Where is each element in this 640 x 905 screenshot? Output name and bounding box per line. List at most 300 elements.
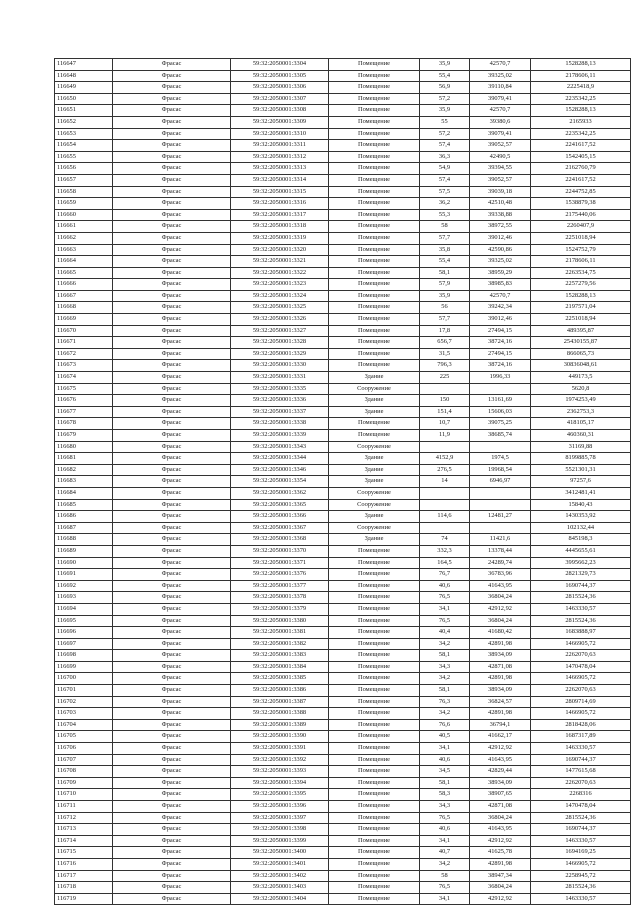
table-row (55, 383, 631, 395)
row-number-cell: 116648 (55, 70, 113, 82)
cadastral-value-cell: 2241617,52 (531, 140, 631, 152)
area-cell: 58,3 (420, 789, 470, 801)
row-number-cell: 116706 (55, 743, 113, 755)
cadastral-value-cell: 2257279,56 (531, 279, 631, 291)
unit-value-cell: 41643,95 (470, 824, 531, 836)
table-row (55, 882, 631, 894)
cadastral-value-cell: 1524752,79 (531, 244, 631, 256)
municipality-cell: Фрасаc (113, 337, 231, 349)
row-number-cell: 116701 (55, 685, 113, 697)
cadastral-number-cell: 59:32:2050001:3383 (231, 650, 329, 662)
area-cell: 55,4 (420, 256, 470, 268)
municipality-cell: Фрасаc (113, 708, 231, 720)
cadastral-number-cell: 59:32:2050001:3384 (231, 661, 329, 673)
municipality-cell: Фрасаc (113, 627, 231, 639)
cadastral-number-cell: 59:32:2050001:3365 (231, 499, 329, 511)
unit-value-cell: 39079,41 (470, 93, 531, 105)
municipality-cell: Фрасаc (113, 638, 231, 650)
unit-value-cell: 39052,57 (470, 140, 531, 152)
row-number-cell: 116702 (55, 696, 113, 708)
cadastral-value-cell: 3995662,23 (531, 557, 631, 569)
unit-value-cell: 39012,46 (470, 232, 531, 244)
municipality-cell: Фрасаc (113, 801, 231, 813)
row-number-cell: 116661 (55, 221, 113, 233)
area-cell: 57,7 (420, 314, 470, 326)
row-number-cell: 116655 (55, 151, 113, 163)
table-row (55, 232, 631, 244)
table-row (55, 337, 631, 349)
row-number-cell: 116672 (55, 348, 113, 360)
row-number-cell: 116663 (55, 244, 113, 256)
area-cell: 34,2 (420, 638, 470, 650)
municipality-cell: Фрасаc (113, 476, 231, 488)
table-row (55, 116, 631, 128)
area-cell: 14 (420, 476, 470, 488)
unit-value-cell: 6946,97 (470, 476, 531, 488)
unit-value-cell: 13378,44 (470, 545, 531, 557)
area-cell (420, 441, 470, 453)
cadastral-number-cell: 59:32:2050001:3337 (231, 406, 329, 418)
unit-value-cell: 36824,57 (470, 696, 531, 708)
unit-value-cell: 38907,65 (470, 789, 531, 801)
row-number-cell: 116681 (55, 453, 113, 465)
object-type-cell: Помещение (329, 801, 420, 813)
object-type-cell: Помещение (329, 302, 420, 314)
row-number-cell: 116712 (55, 812, 113, 824)
area-cell: 76,5 (420, 615, 470, 627)
municipality-cell: Фрасаc (113, 406, 231, 418)
cadastral-value-cell: 2260407,9 (531, 221, 631, 233)
table-row (55, 314, 631, 326)
area-cell: 76,7 (420, 569, 470, 581)
cadastral-value-cell: 2262070,63 (531, 685, 631, 697)
cadastral-value-cell: 2178606,11 (531, 256, 631, 268)
object-type-cell: Помещение (329, 267, 420, 279)
municipality-cell: Фрасаc (113, 522, 231, 534)
cadastral-number-cell: 59:32:2050001:3398 (231, 824, 329, 836)
table-row (55, 59, 631, 71)
municipality-cell: Фрасаc (113, 186, 231, 198)
object-type-cell: Сооружение (329, 383, 420, 395)
cadastral-value-cell: 2251018,94 (531, 314, 631, 326)
unit-value-cell: 36804,24 (470, 812, 531, 824)
cadastral-number-cell: 59:32:2050001:3309 (231, 116, 329, 128)
municipality-cell: Фрасаc (113, 882, 231, 894)
area-cell: 56,9 (420, 82, 470, 94)
table-row (55, 592, 631, 604)
cadastral-number-cell: 59:32:2050001:3316 (231, 198, 329, 210)
cadastral-value-cell: 2362753,3 (531, 406, 631, 418)
object-type-cell: Помещение (329, 337, 420, 349)
unit-value-cell (470, 487, 531, 499)
cadastral-value-cell: 2258945,72 (531, 870, 631, 882)
unit-value-cell: 38724,16 (470, 337, 531, 349)
object-type-cell: Сооружение (329, 522, 420, 534)
area-cell: 35,9 (420, 59, 470, 71)
cadastral-value-cell: 2241617,52 (531, 174, 631, 186)
cadastral-number-cell: 59:32:2050001:3396 (231, 801, 329, 813)
area-cell: 164,5 (420, 557, 470, 569)
unit-value-cell: 39338,88 (470, 209, 531, 221)
table-row (55, 325, 631, 337)
row-number-cell: 116708 (55, 766, 113, 778)
municipality-cell: Фрасаc (113, 82, 231, 94)
cadastral-number-cell: 59:32:2050001:3400 (231, 847, 329, 859)
table-row (55, 267, 631, 279)
object-type-cell: Помещение (329, 360, 420, 372)
area-cell: 40,4 (420, 627, 470, 639)
unit-value-cell: 42891,98 (470, 673, 531, 685)
area-cell: 57,9 (420, 279, 470, 291)
unit-value-cell: 27494,15 (470, 325, 531, 337)
cadastral-number-cell: 59:32:2050001:3386 (231, 685, 329, 697)
cadastral-number-cell: 59:32:2050001:3389 (231, 719, 329, 731)
cadastral-value-cell: 2262070,63 (531, 777, 631, 789)
cadastral-number-cell: 59:32:2050001:3397 (231, 812, 329, 824)
cadastral-number-cell: 59:32:2050001:3394 (231, 777, 329, 789)
cadastral-value-cell: 2815524,36 (531, 592, 631, 604)
unit-value-cell: 36783,96 (470, 569, 531, 581)
cadastral-number-cell: 59:32:2050001:3387 (231, 696, 329, 708)
cadastral-number-cell: 59:32:2050001:3368 (231, 534, 329, 546)
object-type-cell: Помещение (329, 418, 420, 430)
object-type-cell: Помещение (329, 870, 420, 882)
unit-value-cell: 39052,57 (470, 174, 531, 186)
cadastral-value-cell: 1463330,57 (531, 835, 631, 847)
area-cell: 34,2 (420, 858, 470, 870)
area-cell: 34,1 (420, 743, 470, 755)
cadastral-value-cell: 2263534,75 (531, 267, 631, 279)
row-number-cell: 116704 (55, 719, 113, 731)
table-row (55, 638, 631, 650)
object-type-cell: Помещение (329, 59, 420, 71)
object-type-cell: Помещение (329, 569, 420, 581)
row-number-cell: 116650 (55, 93, 113, 105)
unit-value-cell: 42490,5 (470, 151, 531, 163)
cadastral-number-cell: 59:32:2050001:3403 (231, 882, 329, 894)
row-number-cell: 116680 (55, 441, 113, 453)
municipality-cell: Фрасаc (113, 569, 231, 581)
cadastral-number-cell: 59:32:2050001:3393 (231, 766, 329, 778)
area-cell: 57,7 (420, 232, 470, 244)
area-cell: 76,3 (420, 696, 470, 708)
table-body (55, 59, 631, 905)
table-row (55, 858, 631, 870)
cadastral-number-cell: 59:32:2050001:3304 (231, 59, 329, 71)
property-registry-table (54, 58, 631, 905)
object-type-cell: Помещение (329, 232, 420, 244)
row-number-cell: 116711 (55, 801, 113, 813)
table-row (55, 545, 631, 557)
cadastral-number-cell: 59:32:2050001:3401 (231, 858, 329, 870)
object-type-cell: Помещение (329, 163, 420, 175)
table-row (55, 395, 631, 407)
row-number-cell: 116669 (55, 314, 113, 326)
cadastral-value-cell: 1463330,57 (531, 893, 631, 905)
object-type-cell: Помещение (329, 209, 420, 221)
unit-value-cell: 1974,5 (470, 453, 531, 465)
cadastral-value-cell: 1690744,37 (531, 754, 631, 766)
table-row (55, 511, 631, 523)
table-row (55, 893, 631, 905)
cadastral-value-cell: 1477615,68 (531, 766, 631, 778)
municipality-cell: Фрасаc (113, 93, 231, 105)
unit-value-cell: 41643,95 (470, 580, 531, 592)
area-cell: 35,9 (420, 105, 470, 117)
cadastral-number-cell: 59:32:2050001:3339 (231, 430, 329, 442)
municipality-cell: Фрасаc (113, 174, 231, 186)
table-row (55, 696, 631, 708)
cadastral-number-cell: 59:32:2050001:3321 (231, 256, 329, 268)
area-cell: 74 (420, 534, 470, 546)
cadastral-value-cell: 2821329,73 (531, 569, 631, 581)
unit-value-cell: 42891,98 (470, 638, 531, 650)
unit-value-cell: 42829,44 (470, 766, 531, 778)
area-cell: 17,8 (420, 325, 470, 337)
row-number-cell: 116696 (55, 627, 113, 639)
area-cell: 656,7 (420, 337, 470, 349)
municipality-cell: Фрасаc (113, 325, 231, 337)
cadastral-number-cell: 59:32:2050001:3381 (231, 627, 329, 639)
area-cell: 57,2 (420, 93, 470, 105)
cadastral-value-cell: 2815524,36 (531, 812, 631, 824)
municipality-cell: Фрасаc (113, 244, 231, 256)
row-number-cell: 116688 (55, 534, 113, 546)
row-number-cell: 116673 (55, 360, 113, 372)
unit-value-cell: 42570,7 (470, 59, 531, 71)
object-type-cell: Помещение (329, 789, 420, 801)
object-type-cell: Помещение (329, 847, 420, 859)
object-type-cell: Помещение (329, 256, 420, 268)
object-type-cell: Помещение (329, 325, 420, 337)
object-type-cell: Помещение (329, 824, 420, 836)
table-row (55, 372, 631, 384)
row-number-cell: 116685 (55, 499, 113, 511)
area-cell: 58,1 (420, 685, 470, 697)
unit-value-cell: 39079,41 (470, 128, 531, 140)
table-row (55, 731, 631, 743)
cadastral-value-cell: 2162760,79 (531, 163, 631, 175)
unit-value-cell: 42871,08 (470, 661, 531, 673)
cadastral-number-cell: 59:32:2050001:3370 (231, 545, 329, 557)
cadastral-number-cell: 59:32:2050001:3378 (231, 592, 329, 604)
area-cell: 76,5 (420, 592, 470, 604)
area-cell: 40,6 (420, 824, 470, 836)
area-cell: 225 (420, 372, 470, 384)
cadastral-number-cell: 59:32:2050001:3404 (231, 893, 329, 905)
object-type-cell: Помещение (329, 186, 420, 198)
unit-value-cell: 39380,6 (470, 116, 531, 128)
table-row (55, 580, 631, 592)
cadastral-number-cell: 59:32:2050001:3392 (231, 754, 329, 766)
municipality-cell: Фрасаc (113, 267, 231, 279)
area-cell: 55,4 (420, 70, 470, 82)
object-type-cell: Сооружение (329, 441, 420, 453)
object-type-cell: Помещение (329, 557, 420, 569)
cadastral-number-cell: 59:32:2050001:3382 (231, 638, 329, 650)
table-row (55, 557, 631, 569)
municipality-cell: Фрасаc (113, 847, 231, 859)
cadastral-number-cell: 59:32:2050001:3346 (231, 464, 329, 476)
municipality-cell: Фрасаc (113, 754, 231, 766)
cadastral-value-cell: 1463330,57 (531, 743, 631, 755)
unit-value-cell: 42871,08 (470, 801, 531, 813)
cadastral-value-cell: 1466905,72 (531, 638, 631, 650)
cadastral-number-cell: 59:32:2050001:3312 (231, 151, 329, 163)
cadastral-value-cell: 2225418,9 (531, 82, 631, 94)
cadastral-value-cell: 2815524,36 (531, 882, 631, 894)
row-number-cell: 116690 (55, 557, 113, 569)
cadastral-value-cell: 102132,44 (531, 522, 631, 534)
cadastral-number-cell: 59:32:2050001:3324 (231, 290, 329, 302)
area-cell: 40,7 (420, 847, 470, 859)
object-type-cell: Здание (329, 453, 420, 465)
table-row (55, 754, 631, 766)
area-cell (420, 487, 470, 499)
cadastral-value-cell: 1690744,37 (531, 824, 631, 836)
municipality-cell: Фрасаc (113, 893, 231, 905)
cadastral-number-cell: 59:32:2050001:3354 (231, 476, 329, 488)
row-number-cell: 116710 (55, 789, 113, 801)
table-row (55, 743, 631, 755)
cadastral-number-cell: 59:32:2050001:3322 (231, 267, 329, 279)
municipality-cell: Фрасаc (113, 290, 231, 302)
object-type-cell: Здание (329, 406, 420, 418)
row-number-cell: 116657 (55, 174, 113, 186)
cadastral-number-cell: 59:32:2050001:3388 (231, 708, 329, 720)
row-number-cell: 116697 (55, 638, 113, 650)
area-cell: 276,5 (420, 464, 470, 476)
table-row (55, 835, 631, 847)
municipality-cell: Фрасаc (113, 70, 231, 82)
municipality-cell: Фрасаc (113, 360, 231, 372)
area-cell: 57,2 (420, 128, 470, 140)
municipality-cell: Фрасаc (113, 232, 231, 244)
cadastral-number-cell: 59:32:2050001:3331 (231, 372, 329, 384)
object-type-cell: Помещение (329, 128, 420, 140)
municipality-cell: Фрасаc (113, 383, 231, 395)
cadastral-value-cell: 2251018,94 (531, 232, 631, 244)
cadastral-number-cell: 59:32:2050001:3330 (231, 360, 329, 372)
cadastral-number-cell: 59:32:2050001:3385 (231, 673, 329, 685)
object-type-cell: Помещение (329, 627, 420, 639)
cadastral-number-cell: 59:32:2050001:3380 (231, 615, 329, 627)
cadastral-number-cell: 59:32:2050001:3311 (231, 140, 329, 152)
unit-value-cell: 38724,16 (470, 360, 531, 372)
row-number-cell: 116718 (55, 882, 113, 894)
object-type-cell: Помещение (329, 116, 420, 128)
area-cell: 76,5 (420, 882, 470, 894)
municipality-cell: Фрасаc (113, 499, 231, 511)
table-row (55, 522, 631, 534)
unit-value-cell: 41625,78 (470, 847, 531, 859)
unit-value-cell: 38972,55 (470, 221, 531, 233)
cadastral-value-cell: 1683888,97 (531, 627, 631, 639)
row-number-cell: 116707 (55, 754, 113, 766)
municipality-cell: Фрасаc (113, 209, 231, 221)
municipality-cell: Фрасаc (113, 789, 231, 801)
unit-value-cell: 42912,92 (470, 835, 531, 847)
row-number-cell: 116709 (55, 777, 113, 789)
municipality-cell: Фрасаc (113, 487, 231, 499)
row-number-cell: 116713 (55, 824, 113, 836)
cadastral-number-cell: 59:32:2050001:3307 (231, 93, 329, 105)
table-row (55, 603, 631, 615)
unit-value-cell: 24289,74 (470, 557, 531, 569)
area-cell: 58,1 (420, 777, 470, 789)
municipality-cell: Фрасаc (113, 140, 231, 152)
object-type-cell: Помещение (329, 70, 420, 82)
municipality-cell: Фрасаc (113, 766, 231, 778)
cadastral-number-cell: 59:32:2050001:3320 (231, 244, 329, 256)
municipality-cell: Фрасаc (113, 673, 231, 685)
unit-value-cell: 41643,95 (470, 754, 531, 766)
object-type-cell: Помещение (329, 754, 420, 766)
cadastral-value-cell: 1687317,89 (531, 731, 631, 743)
table-row (55, 279, 631, 291)
table-row (55, 174, 631, 186)
cadastral-value-cell: 4445655,61 (531, 545, 631, 557)
table-row (55, 93, 631, 105)
object-type-cell: Помещение (329, 731, 420, 743)
unit-value-cell: 1996,33 (470, 372, 531, 384)
object-type-cell: Помещение (329, 835, 420, 847)
object-type-cell: Помещение (329, 777, 420, 789)
row-number-cell: 116649 (55, 82, 113, 94)
unit-value-cell: 39325,02 (470, 70, 531, 82)
cadastral-number-cell: 59:32:2050001:3391 (231, 743, 329, 755)
table-row (55, 453, 631, 465)
area-cell: 55,3 (420, 209, 470, 221)
cadastral-number-cell: 59:32:2050001:3376 (231, 569, 329, 581)
unit-value-cell: 36794,1 (470, 719, 531, 731)
object-type-cell: Помещение (329, 105, 420, 117)
unit-value-cell: 27494,15 (470, 348, 531, 360)
municipality-cell: Фрасаc (113, 372, 231, 384)
object-type-cell: Помещение (329, 545, 420, 557)
unit-value-cell: 39039,18 (470, 186, 531, 198)
area-cell: 55 (420, 116, 470, 128)
unit-value-cell: 38985,83 (470, 279, 531, 291)
cadastral-value-cell: 5620,8 (531, 383, 631, 395)
row-number-cell: 116654 (55, 140, 113, 152)
row-number-cell: 116656 (55, 163, 113, 175)
unit-value-cell: 38934,09 (470, 685, 531, 697)
row-number-cell: 116659 (55, 198, 113, 210)
table-row (55, 198, 631, 210)
municipality-cell: Фрасаc (113, 835, 231, 847)
cadastral-number-cell: 59:32:2050001:3329 (231, 348, 329, 360)
municipality-cell: Фрасаc (113, 511, 231, 523)
unit-value-cell: 42570,7 (470, 105, 531, 117)
unit-value-cell (470, 441, 531, 453)
unit-value-cell: 42570,7 (470, 290, 531, 302)
municipality-cell: Фрасаc (113, 151, 231, 163)
table-row (55, 163, 631, 175)
unit-value-cell: 39394,55 (470, 163, 531, 175)
area-cell: 58 (420, 221, 470, 233)
area-cell: 11,9 (420, 430, 470, 442)
municipality-cell: Фрасаc (113, 395, 231, 407)
table-row (55, 812, 631, 824)
object-type-cell: Помещение (329, 348, 420, 360)
table-row (55, 685, 631, 697)
cadastral-value-cell: 2175440,06 (531, 209, 631, 221)
object-type-cell: Помещение (329, 893, 420, 905)
row-number-cell: 116686 (55, 511, 113, 523)
table-row (55, 615, 631, 627)
row-number-cell: 116670 (55, 325, 113, 337)
